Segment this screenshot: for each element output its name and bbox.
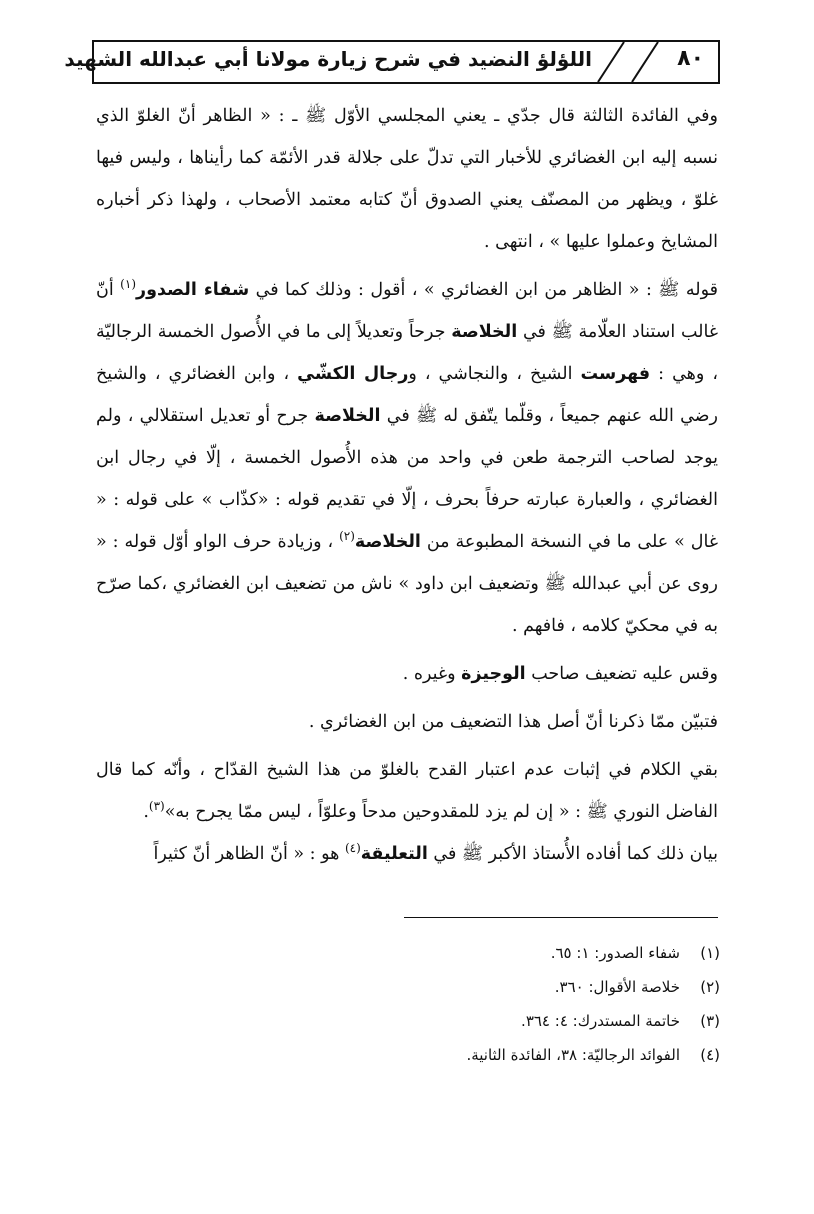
page-number: ٨٠ [677,46,704,71]
book-ref-khulasa: الخلاصة [314,406,381,426]
footnote-separator [404,917,718,918]
header-slash-ornament [592,42,662,82]
footnote-number: (٢) [700,978,720,996]
book-ref-wajiza: الوجيزة [461,664,526,684]
running-header [64,40,720,84]
footnote-text: خلاصة الأقوال: ٣٦٠. [554,978,680,996]
footnote-item [300,1038,720,1072]
footnote-number: (٤) [700,1046,720,1064]
main-text [96,95,718,875]
book-ref-fihrist: فهرست [580,364,651,384]
footnote-item [300,1004,720,1038]
book-ref-khulasa: الخلاصة [451,322,518,342]
book-ref-rijal-kashshi: رجال الكشّي [297,364,409,384]
paragraph-1: وفي الفائدة الثالثة قال جدّي ـ يعني المجلسي الأوّل ﷺ ـ : « الظاهر أنّ الغلوّ الذي نسبه إليه ابن الغضائري للأخبار التي تدلّ على جلالة قدر الأئمّة كما رأيناها ، وليس فيها غلوّ ، ويظهر من المصنّف يعني الصدوق أنّ كتابه معتمد الأصحاب ، ولهذا ذكر أخباره المشايخ وعملوا عليها » ، انتهى . [96,106,718,252]
footnote-ref-2[interactable]: (٢) [339,529,355,544]
book-ref-taliqa: التعليقة [360,844,428,864]
footnote-ref-4[interactable]: (٤) [344,841,361,856]
footnotes [300,936,720,1072]
footnote-item [300,936,720,970]
footnote-number: (٣) [700,1012,720,1030]
footnote-text: شفاء الصدور: ١: ٦٥. [550,944,680,962]
book-ref-shifa-alsudur: شفاء الصدور [136,280,250,300]
paragraph-3: وقس عليه تضعيف صاحب الوجيزة وغيره . [402,664,718,684]
footnote-text: خاتمة المستدرك: ٤: ٣٦٤. [521,1012,680,1030]
paragraph-4: فتبيّن ممّا ذكرنا أنّ أصل هذا التضعيف من ابن الغضائري . [308,712,718,732]
footnote-ref-1[interactable]: (١) [120,277,136,292]
footnote-number: (١) [700,944,720,962]
footnote-ref-3[interactable]: (٣) [148,799,165,814]
footnote-item [300,970,720,1004]
paragraph-2: قوله ﷺ : « الظاهر من ابن الغضائري » ، أقول : وذلك كما في شفاء الصدور$^{(١)}$ أنّ غالب استناد العلّامة ﷺ في الخلاصة جرحاً وتعديلاً إلى ما في الأُصول الخمسة الرجاليّة ، وهي : فهرست الشيخ ، والنجاشي ، ورجال الكشّي ، وابن الغضائري ، والشيخ رضي الله عنهم جميعاً ، وقلّما يتّفق له ﷺ في الخلاصة جرح أو تعديل استقلالي ، ولم يوجد لصاحب الترجمة طعن في واحد من هذه الأُصول الخمسة ، إلّا في رجال ابن الغضائري ، والعبارة عبارته حرفاً بحرف ، إلّا في تقديم قوله : «كذّاب » على قوله : « غال » على ما في النسخة المطبوعة من الخلاصة$^{(٢)}$ ، وزيادة حرف الواو أوّل قوله : « روى عن أبي عبدالله ﷺ وتضعيف ابن داود » ناش من تضعيف ابن الغضائري ،كما صرّح به في محكيّ كلامه ، فافهم . [96,277,719,636]
paragraph-5: بقي الكلام في إثبات عدم اعتبار القدح بالغلوّ من هذا الشيخ القدّاح ، وأنّه كما قال الفاضل النوري ﷺ : « إن لم يزد للمقدوحين مدحاً وعلوّاً ، ليس ممّا يجرح به»$^{(٣)}$. [96,760,718,822]
footnote-text: الفوائد الرجاليّة: ٣٨، الفائدة الثانية. [466,1046,680,1064]
book-ref-khulasa: الخلاصة [354,532,421,552]
book-title: اللؤلؤ النضيد في شرح زيارة مولانا أبي عبدالله الشهيد [64,47,592,71]
paragraph-6: بيان ذلك كما أفاده الأُستاذ الأكبر ﷺ في التعليقة$^{(٤)}$ هو : « أنّ الظاهر أنّ كثيراً [153,841,718,864]
